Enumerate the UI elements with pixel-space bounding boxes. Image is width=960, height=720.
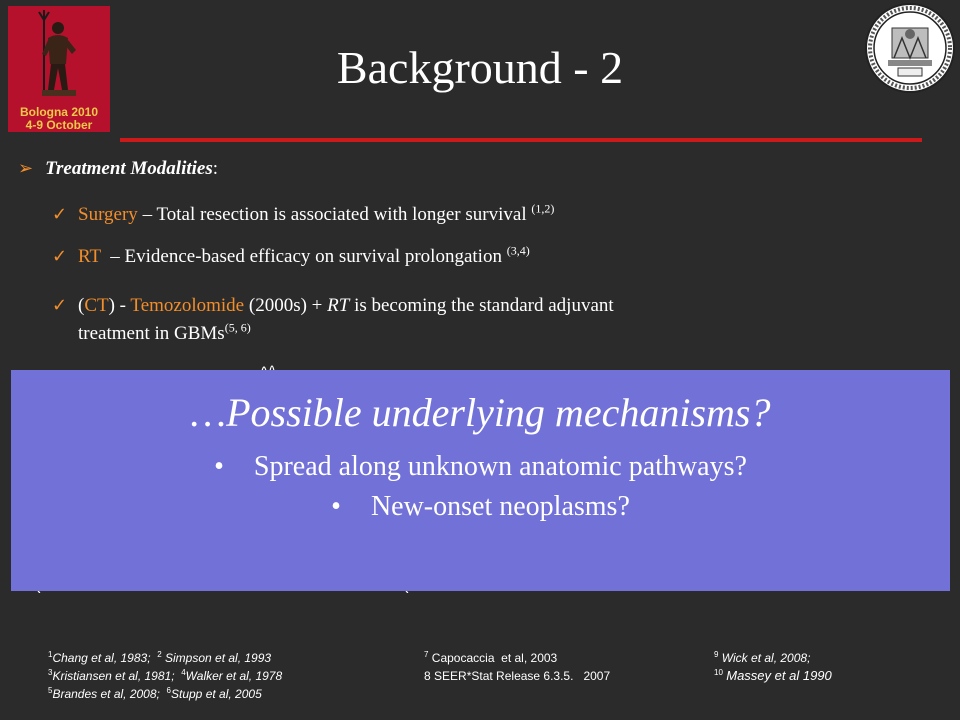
bullet-dot-icon: • xyxy=(214,451,224,482)
rt-term: RT xyxy=(78,246,101,267)
references-col3 xyxy=(714,649,832,685)
ref-num: 9 xyxy=(714,650,719,659)
heading-label: Treatment Modalities xyxy=(45,158,213,179)
section-heading xyxy=(18,155,218,182)
ref-5: Brandes et al, 2008; xyxy=(52,687,160,701)
callout-item-spread xyxy=(11,450,950,484)
ct-abbr: CT xyxy=(84,295,109,316)
callout-title: …Possible underlying mechanisms? xyxy=(190,390,771,435)
slide-title: Background - 2 xyxy=(336,42,624,93)
ref-10: Massey et al 1990 xyxy=(726,668,832,683)
ct-close: ) - xyxy=(108,295,131,316)
title-divider xyxy=(120,138,922,142)
ct-rest: is becoming the standard adjuvant xyxy=(349,295,614,316)
mechanisms-callout xyxy=(11,370,950,591)
ct-rt: RT xyxy=(327,295,350,316)
arrow-bullet-icon: ➢ xyxy=(18,158,34,178)
surgery-text: – Total resection is associated with longer survival xyxy=(142,204,527,225)
rt-text: – Evidence-based efficacy on survival prolongation xyxy=(110,246,502,267)
ref-num: 10 xyxy=(714,668,723,677)
callout-item-neoplasms xyxy=(11,490,950,524)
ref-num: 6 xyxy=(166,686,171,695)
ct-line2: treatment in GBMs xyxy=(78,323,225,344)
ct-era: (2000s) + xyxy=(244,295,328,316)
checkmark-icon: ✓ xyxy=(52,295,68,316)
ref-7: Capocaccia et al, 2003 xyxy=(431,651,558,665)
ref-9: Wick et al, 2008; xyxy=(721,651,811,665)
ct-open-paren: ( xyxy=(78,295,85,316)
references-col1 xyxy=(48,649,282,703)
references-col2 xyxy=(424,649,610,685)
heading-colon: : xyxy=(212,158,219,179)
callout-q1: Spread along unknown anatomic pathways? xyxy=(253,451,747,482)
ref-num: 8 xyxy=(424,669,431,683)
surgery-ref: (1,2) xyxy=(531,201,555,216)
bullet-dot-icon: • xyxy=(331,491,341,522)
logo-line-dates: 4-9 October xyxy=(25,118,93,132)
ref-num: 4 xyxy=(181,668,186,677)
checkmark-icon: ✓ xyxy=(52,204,68,225)
callout-q2: New-onset neoplasms? xyxy=(370,491,630,522)
ct-ref: (5, 6) xyxy=(224,320,251,335)
ref-1: Chang et al, 1983; xyxy=(52,651,151,665)
ref-2: Simpson et al, 1993 xyxy=(165,651,272,665)
surgery-term: Surgery xyxy=(78,204,138,225)
ref-4: Walker et al, 1978 xyxy=(185,669,283,683)
ref-num: 1 xyxy=(48,650,53,659)
bullet-ct-line2 xyxy=(78,321,251,347)
rt-ref: (3,4) xyxy=(506,243,530,258)
ref-3: Kristiansen et al, 1981; xyxy=(52,669,175,683)
ct-drug: Temozolomide xyxy=(130,295,245,316)
ref-num: 7 xyxy=(424,650,429,659)
ref-6: Stupp et al, 2005 xyxy=(171,687,262,701)
ref-num: 2 xyxy=(157,650,162,659)
logo-line-city: Bologna 2010 xyxy=(19,105,99,119)
ref-8: SEER*Stat Release 6.3.5. 2007 xyxy=(434,669,611,683)
ref-num: 5 xyxy=(48,686,53,695)
ref-num: 3 xyxy=(48,668,53,677)
checkmark-icon: ✓ xyxy=(52,246,68,267)
